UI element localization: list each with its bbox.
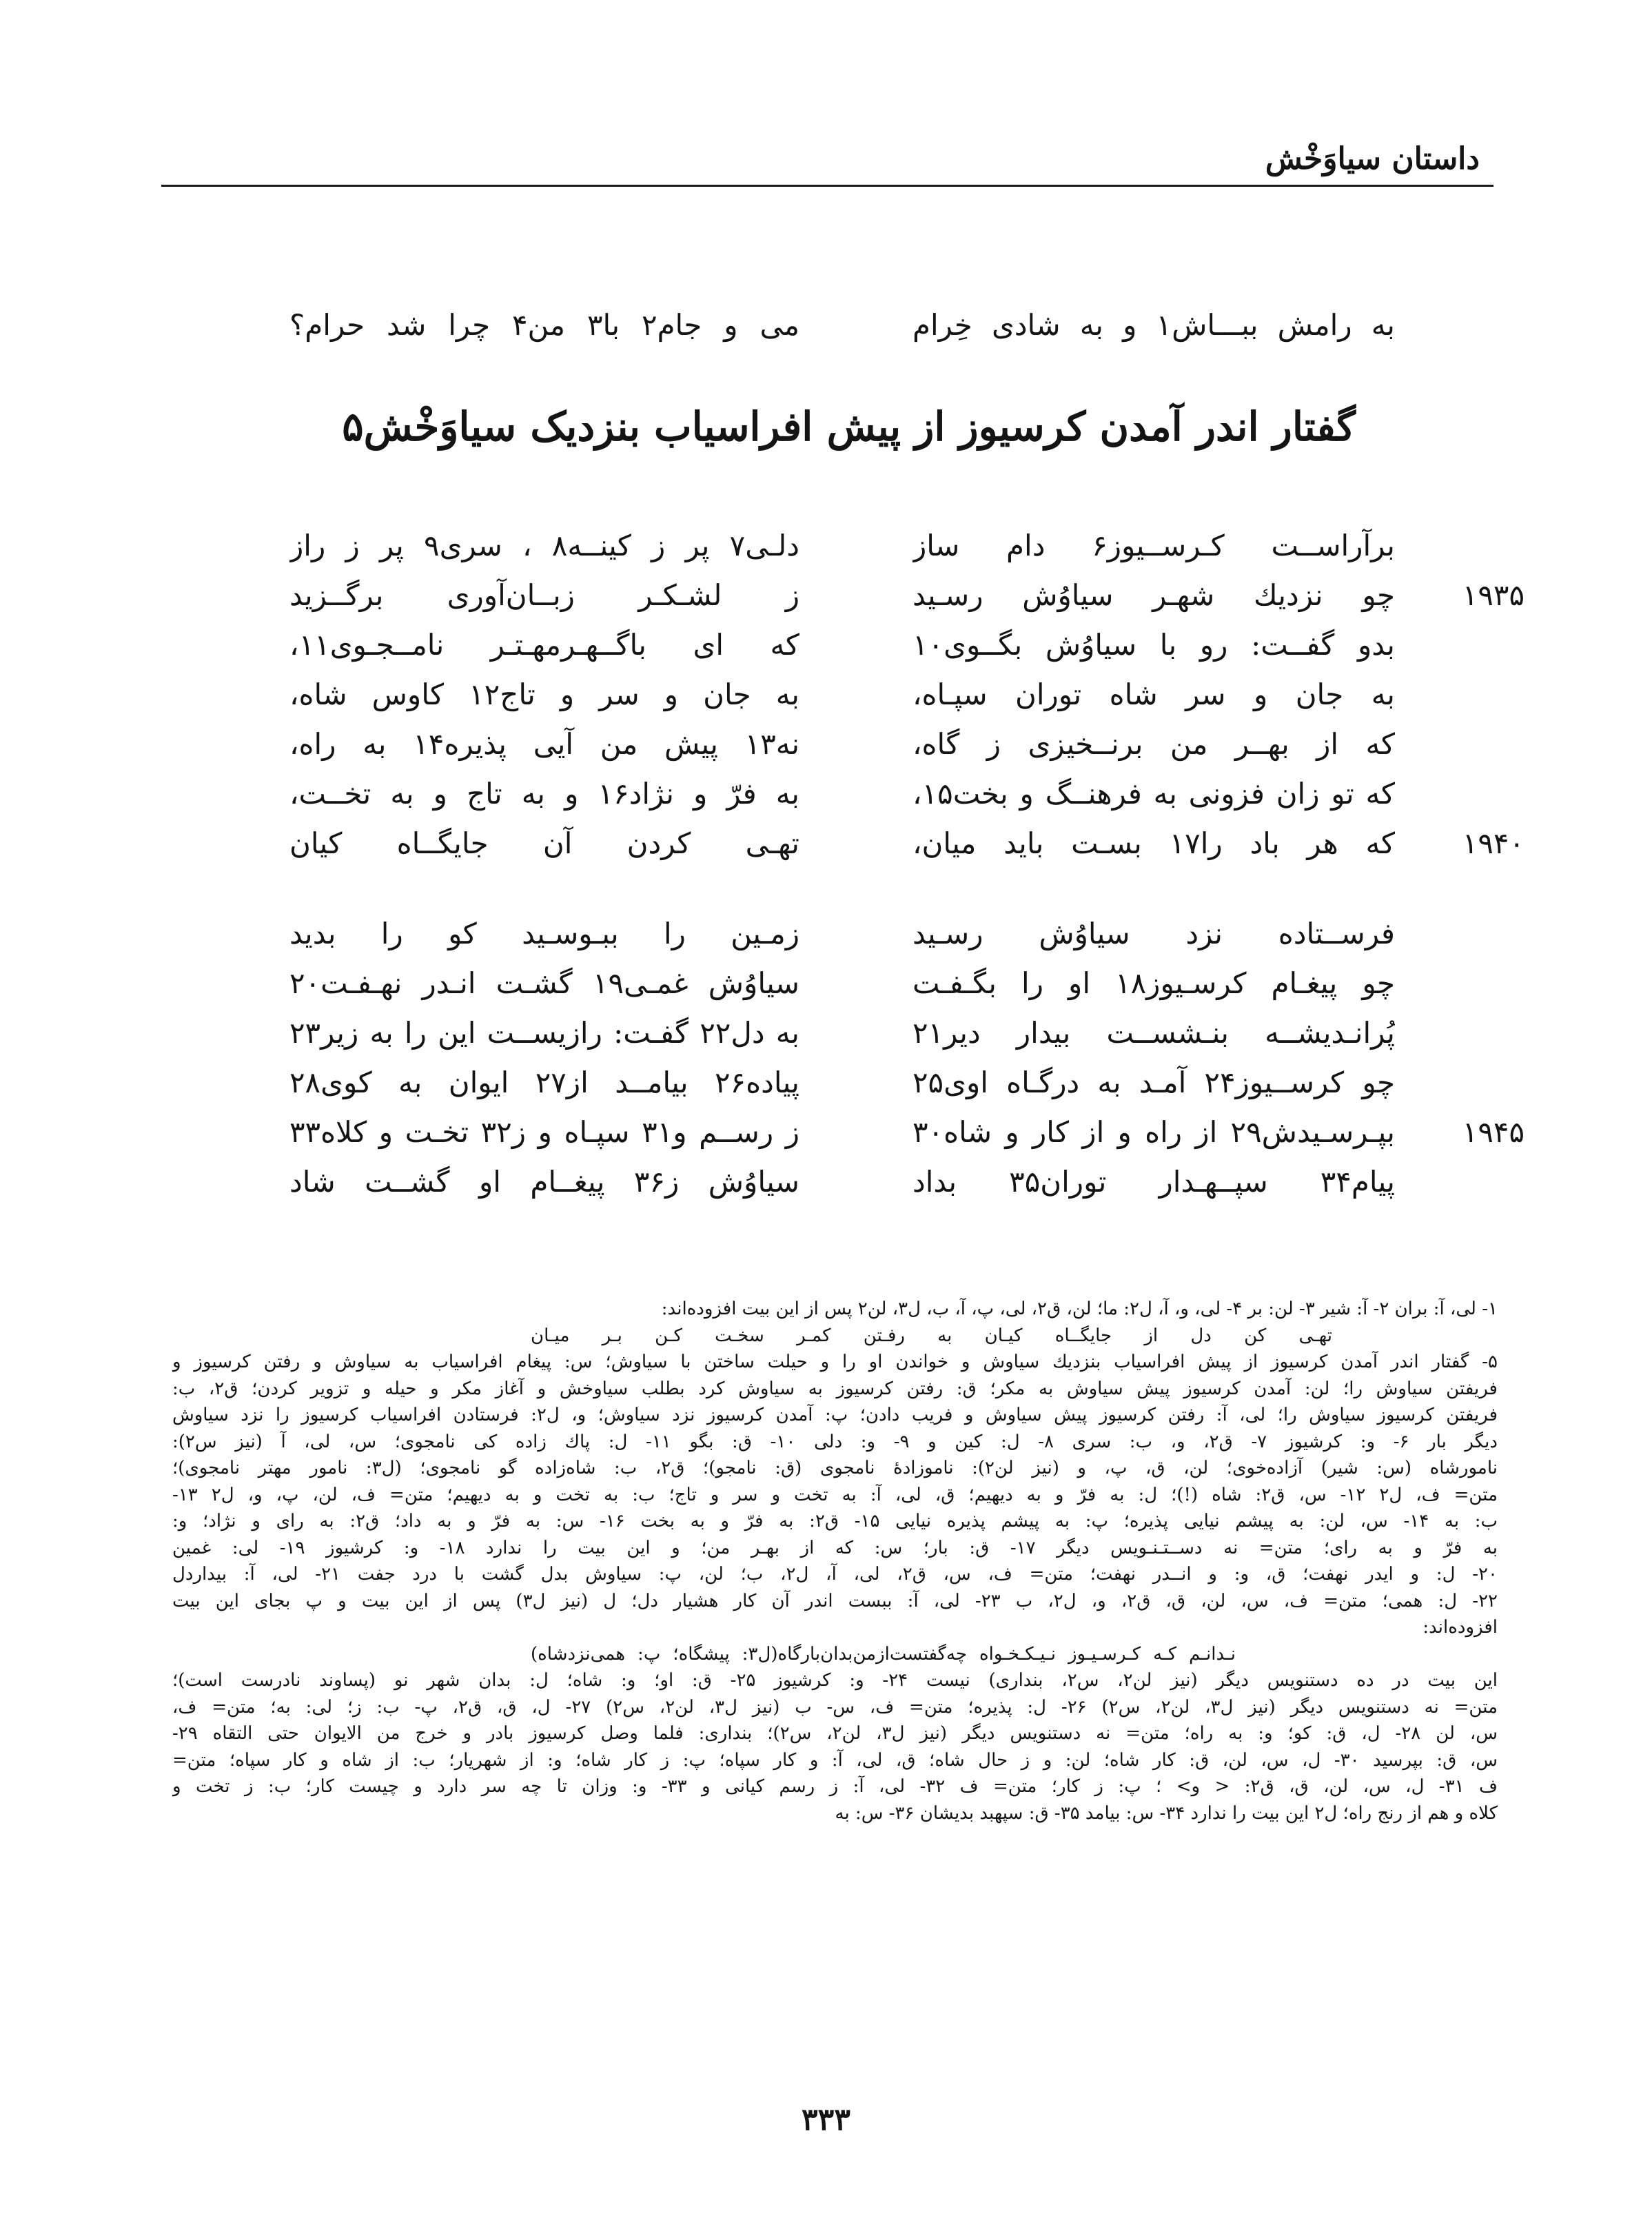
hemistich-left: به دل۲۲ گفـت: رازیســت این را به زیر۲۳ (289, 1016, 799, 1050)
verse-number (1428, 618, 1524, 673)
couplet-top (0, 298, 1652, 353)
hemistich-left: ز لشـکـر زبــان‌آوری برگــزید (289, 578, 799, 612)
hemistich-right: پیام۳۴ سپــهـدار توران۳۵ بداد (912, 1165, 1395, 1199)
verse-couplet (0, 1006, 1652, 1061)
hemistich-right: بپـرسـیدش۲۹ از راه و از کار و شاه۳۰ (912, 1115, 1395, 1149)
verse-couplet (0, 717, 1652, 772)
hemistich-left: سیاوُش ز۳۶ پیغــام او گشــت شاد (289, 1165, 799, 1199)
verse-couplet (0, 618, 1652, 673)
footnote-line: دیگر بار ۶- و: کرشیوز ۷- ق۲، و، ب: سری ۸- ل: کین و ۹- و: دلی ۱۰- ق: بگو ۱۱- ل: پاك زاده کی نامجوی؛ س، لی، آ (نیز س۲): (172, 1431, 1498, 1452)
verse-number: ۱۹۴۰ (1462, 826, 1524, 860)
footnote-line: افزوده‌اند: (1422, 1617, 1498, 1638)
footnote-line: فریفتن کرسیوز سیاوش را؛ لی، آ: رفتن کرسیوز پیش سیاوش و فریب دادن؛ پ: آمدن کرسیوز نزد سیاوش؛ و، ل۲: فرستادن افراسیاب کرسیوز را نزد سیاوش (172, 1405, 1498, 1425)
footnote-line: به فرّ و به رای؛ متن= نه دســتـنـویس دیگر ۱۷- ق: بار؛ س: که از بهـر من؛ و این بیت را ندارد ۱۸- و: کرشیوز ۱۹- لی: غمین (172, 1537, 1498, 1558)
verse-couplet (0, 766, 1652, 822)
hemistich-left: که ای باگــهـرمهـتـر نامــجـوی۱۱، (289, 628, 799, 662)
hemistich-right: چو کرســیوز۲۴ آمـد به درگـاه اوی۲۵ (912, 1066, 1395, 1099)
verse-number: ۱۹۳۵ (1462, 578, 1524, 612)
verse-couplet (0, 518, 1652, 573)
hemistich-right: برآراســت کـرســیوز۶ دام ساز (912, 529, 1395, 562)
hemistich-left: به فرّ و نژاد۱۶ و به تاج و به تخــت، (289, 777, 799, 811)
verse-number (1428, 1006, 1524, 1061)
hemistich-right: بدو گفــت: رو با سیاوُش بگــوی۱۰ (912, 628, 1395, 662)
hemistich-left: سیاوُش غمـی۱۹ گشـت انـدر نهـفـت۲۰ (289, 966, 799, 1000)
hemistich-right: که از بهــر من برنــخیزی ز گاه، (912, 727, 1395, 761)
footnote-line: نـدانـم کـه کـرسـیـوز نـیـکـخـواه چه‌گفتست‌ازمن‌بدان‌بارگاه(ل۳: پیشگاه؛ پ: همی‌نزدشاه) (531, 1643, 1236, 1665)
footnote-line: متن= نه دستنویس دیگر (نیز ل۳، لن۲، س۲) ۲۶- ل: پذیره؛ متن= ف، س- ب (نیز ل۳، لن۲، س۲) ۲۷- ل، ق، ق۲، پ- ب: ز؛ لی: به؛ متن= ف، (172, 1696, 1498, 1718)
hemistich-left: زمـین را ببـوسـید کو را بدید (289, 917, 799, 950)
header-rule (161, 185, 1493, 187)
footnote-line: ف ۳۱- ل، س، لن، ق، ق۲: < و> ؛ پ: ز کار؛ متن= ف ۳۲- لی، آ: ز رسم کیانی و ۳۳- و: وزان تا چه سر دارد و چیست کار؛ ب: ز تخت و (172, 1776, 1498, 1797)
verse-couplet (0, 667, 1652, 722)
verse-number: ۱۹۴۵ (1462, 1115, 1524, 1149)
footnotes (172, 1296, 1498, 1826)
footnote-line: س، ق: بپرسید ۳۰- ل، س، لن، ق: کار شاه؛ لن: و ز حال شاه؛ ق، لی، آ: و کار سپاه؛ پ: ز کار شاه؛ و: از شهریار؛ ب: از شاه و کار سپاه؛ متن= (172, 1749, 1498, 1771)
hemistich-left: دلـی۷ پر ز کینــه۸ ، سری۹ پر ز راز (289, 529, 799, 562)
verse-number (1428, 1154, 1524, 1210)
hemistich-left: پیاده۲۶ بیامــد از۲۷ ایوان به کوی۲۸ (289, 1066, 799, 1099)
footnote-line: نامورشاه (س: شیر) آزاده‌خوی؛ لن، ق، پ، و (نیز لن۲): ناموزادهٔ نامجوی (ق: نامجو)؛ ق۲، ب: شاه‌زاده گو نامجوی؛ (ل۳: نامور مهتر نامجوی)؛ (172, 1458, 1498, 1478)
verse-number (1428, 1055, 1524, 1110)
verse-number (1428, 956, 1524, 1011)
footnote-line: ۲۰- ل: و ایدر نهفت؛ ق، و: و انــدر نهفت؛ متن= ف، س، ق۲، لی، آ، ل۲، ب؛ لن، پ: سیاوش بدل گشت با درد جفت ۲۱- لی، آ: بیداردل (172, 1564, 1498, 1585)
verse-couplet (0, 1154, 1652, 1210)
hemistich-right: به جان و سر شاه توران سپـاه، (912, 678, 1395, 711)
hemistich-left: به جان و سر و تاج۱۲ کاوس شاه، (289, 678, 799, 711)
hemistich-right: که تو زان فزونی به فرهنــگ و بخت۱۵، (912, 777, 1395, 811)
verse-couplet (0, 906, 1652, 961)
verse-number (1428, 766, 1524, 822)
page-number: ۳۳۳ (802, 2102, 850, 2137)
footnote-line: ۲۲- ل: همی؛ متن= ف، س، لن، ق، ق۲، و، ل۲، ب ۲۳- لی، آ: ببست اندر آن کار هشیار دل؛ ل (نیز ل۳) پس از این بیت و پ بجای این بیت (172, 1590, 1498, 1611)
footnote-line: فریفتن سیاوش را؛ لن: آمدن کرسیوز پیش سیاوش به مکر؛ ق: رفتن کرسیوز به سیاوش کرد بطلب سیاوخش و آغاز مکر و حیله و تزویر کردن؛ ق۲، ب: (172, 1378, 1498, 1399)
verse-couplet (0, 816, 1652, 871)
hemistich-right: فرســتاده نزد سیاوُش رسـید (912, 917, 1395, 950)
hemistich-right: که هر باد را۱۷ بسـت باید میان، (912, 826, 1395, 860)
hemistich-left: نه۱۳ پیش من آیی پذیره۱۴ به راه، (289, 727, 799, 761)
running-header-title: داستان سیاوَخْش (1265, 141, 1480, 176)
footnote-line: س، لن ۲۸- ل، ق: کو؛ و: به راه؛ متن= نه دستنویس دیگر (نیز ل۳، لن۲، س۲)؛ بنداری: فلما وصل کرسیوز بادر و خرج من الایوان حتی التقاه ۲۹- (172, 1723, 1498, 1744)
hemistich-right: پُرانـدیشــه بنـشســت بیدار دیر۲۱ (912, 1016, 1395, 1050)
hemistich-left: ز رســم و۳۱ سپـاه و ز۳۲ تخـت و کلاه۳۳ (289, 1115, 799, 1149)
hemistich-left: تهـی کردن آن جایگــاه کیان (289, 826, 799, 860)
footnote-line: متن= ف، ل۲ ۱۲- س، ق۲: شاه (!)؛ ل: به فرّ و به دیهیم؛ ق، لی، آ: به تخت و سر و تاج؛ ب: به تخت و به دیهیم؛ متن= ف، لن، پ، و، ل۲ ۱۳- (172, 1484, 1498, 1505)
hemistich-left: می و جام۲ با۳ من۴ چرا شد حرام؟ (289, 308, 799, 342)
verse-number (1428, 518, 1524, 573)
footnote-line: ۵- گفتار اندر آمدن کرسیوز از پیش افراسیاب بنزدیك سیاوش و خواندن او را و حیلت ساختن با سیاوش؛ س: پیغام افراسیاب به سیاوش و رفتن کرسیوز و (172, 1352, 1498, 1372)
verse-couplet (0, 568, 1652, 623)
footnote-line: کلاه و هم از رنج راه؛ ل۲ این بیت را ندارد ۳۴- س: بیامد ۳۵- ق: سپهبد بدیشان ۳۶- س: به (835, 1802, 1498, 1824)
hemistich-right: به رامش ببـــاش۱ و به شادی خِرام (912, 308, 1395, 342)
footnote-line: ب: به ۱۴- س، لن: به پیشم نیایی پذیره؛ پ: به پیشم پذیره نیایی ۱۵- ق۲: به فرّ و به بخت ۱۶- س: به فرّ و به داد؛ ق۲: به رای و نژاد؛ و: (172, 1511, 1498, 1531)
footnote-line: تهـی کن دل از جایگــاه کیـان به رفـتن کمـر سخـت کـن بـر میـان (531, 1325, 1332, 1346)
hemistich-right: چو پیغـام کرسـیوز۱۸ او را بگـفـت (912, 966, 1395, 1000)
footnote-line: ۱- لی، آ: بران ۲- آ: شیر ۳- لن: بر ۴- لی، و، آ، ل۲: ما؛ لن، ق۲، لی، پ، آ، ب، ل۳، لن۲ پس از این بیت افزوده‌اند: (661, 1299, 1498, 1319)
verse-couplet (0, 1055, 1652, 1110)
verse-couplet (0, 1105, 1652, 1160)
section-heading: گفتار اندر آمدن کرسیوز از پیش افراسیاب بنزدیک سیاوَخْش۵ (342, 403, 1356, 450)
verse-number (1428, 667, 1524, 722)
verse-number (1428, 717, 1524, 772)
hemistich-right: چو نزدیك شهـر سیاوُش رسـید (912, 578, 1395, 612)
footnote-line: این بیت در ده دستنویس دیگر (نیز لن۲، س۲، بنداری) نیست ۲۴- و: کرشیوز ۲۵- ق: او؛ و: شاه؛ ل: بدان شهر نو (پساوند نادرست است)؛ (172, 1670, 1498, 1691)
verse-couplet (0, 956, 1652, 1011)
verse-number (1428, 906, 1524, 961)
